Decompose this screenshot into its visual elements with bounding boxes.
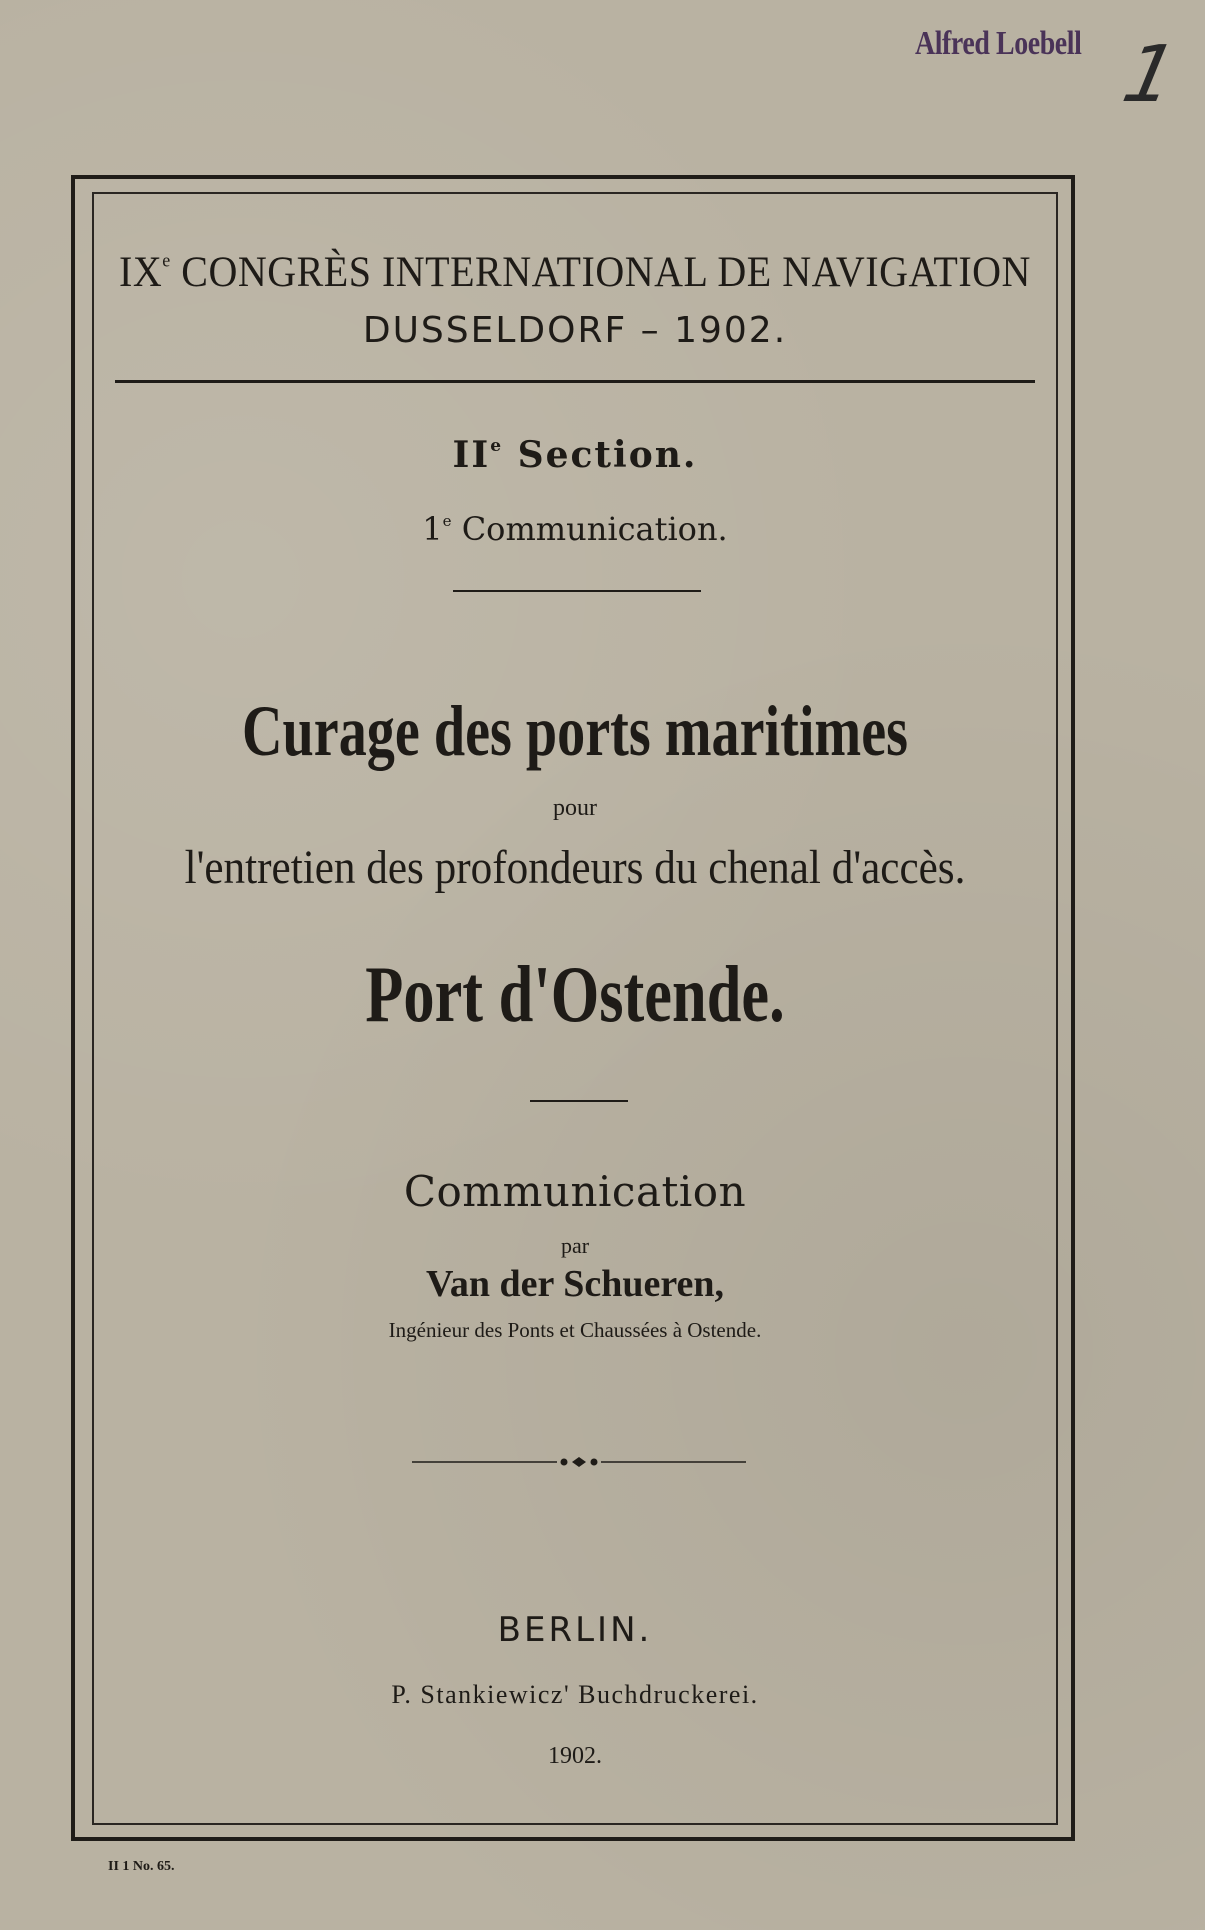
congress-number: IX (119, 247, 163, 296)
main-subtitle: l'entretien des profondeurs du chenal d'accès. (184, 841, 966, 894)
header-rule (115, 380, 1035, 383)
communication-heading: Communication (403, 1167, 747, 1216)
congress-title (92, 246, 1058, 297)
by-label: par (560, 1233, 590, 1258)
section-heading (92, 434, 1058, 476)
communication-number-sup: e (442, 512, 452, 530)
section-label: Section. (503, 434, 698, 476)
imprint-city: BERLIN. (497, 1610, 653, 1650)
port-title: Port d'Ostende. (365, 951, 785, 1039)
section-number-sup: e (490, 436, 504, 456)
congress-number-sup: e (162, 249, 171, 271)
congress-city-year: DUSSELDORF – 1902. (362, 310, 788, 351)
section-rule (453, 590, 701, 592)
title-connector: pour (553, 795, 597, 821)
author-role: Ingénieur des Ponts et Chaussées à Ostende. (388, 1318, 762, 1342)
catalog-reference: II 1 No. 65. (108, 1859, 175, 1874)
handwritten-number: 1 (1115, 30, 1185, 120)
section-number: II (452, 434, 491, 476)
communication-number-label: Communication. (451, 510, 728, 548)
communication-number-digit: 1 (422, 510, 443, 548)
ornament-divider (412, 1450, 746, 1474)
author-name: Van der Schueren, (425, 1263, 725, 1305)
communication-number (92, 510, 1058, 548)
title-rule (530, 1100, 628, 1102)
imprint-year: 1902. (548, 1743, 602, 1769)
main-title: Curage des ports maritimes (242, 691, 908, 771)
congress-name: CONGRÈS INTERNATIONAL DE NAVIGATION (170, 247, 1031, 296)
imprint-printer: P. Stankiewicz' Buchdruckerei. (391, 1680, 759, 1709)
owner-stamp: Alfred Loebell (915, 25, 1082, 62)
